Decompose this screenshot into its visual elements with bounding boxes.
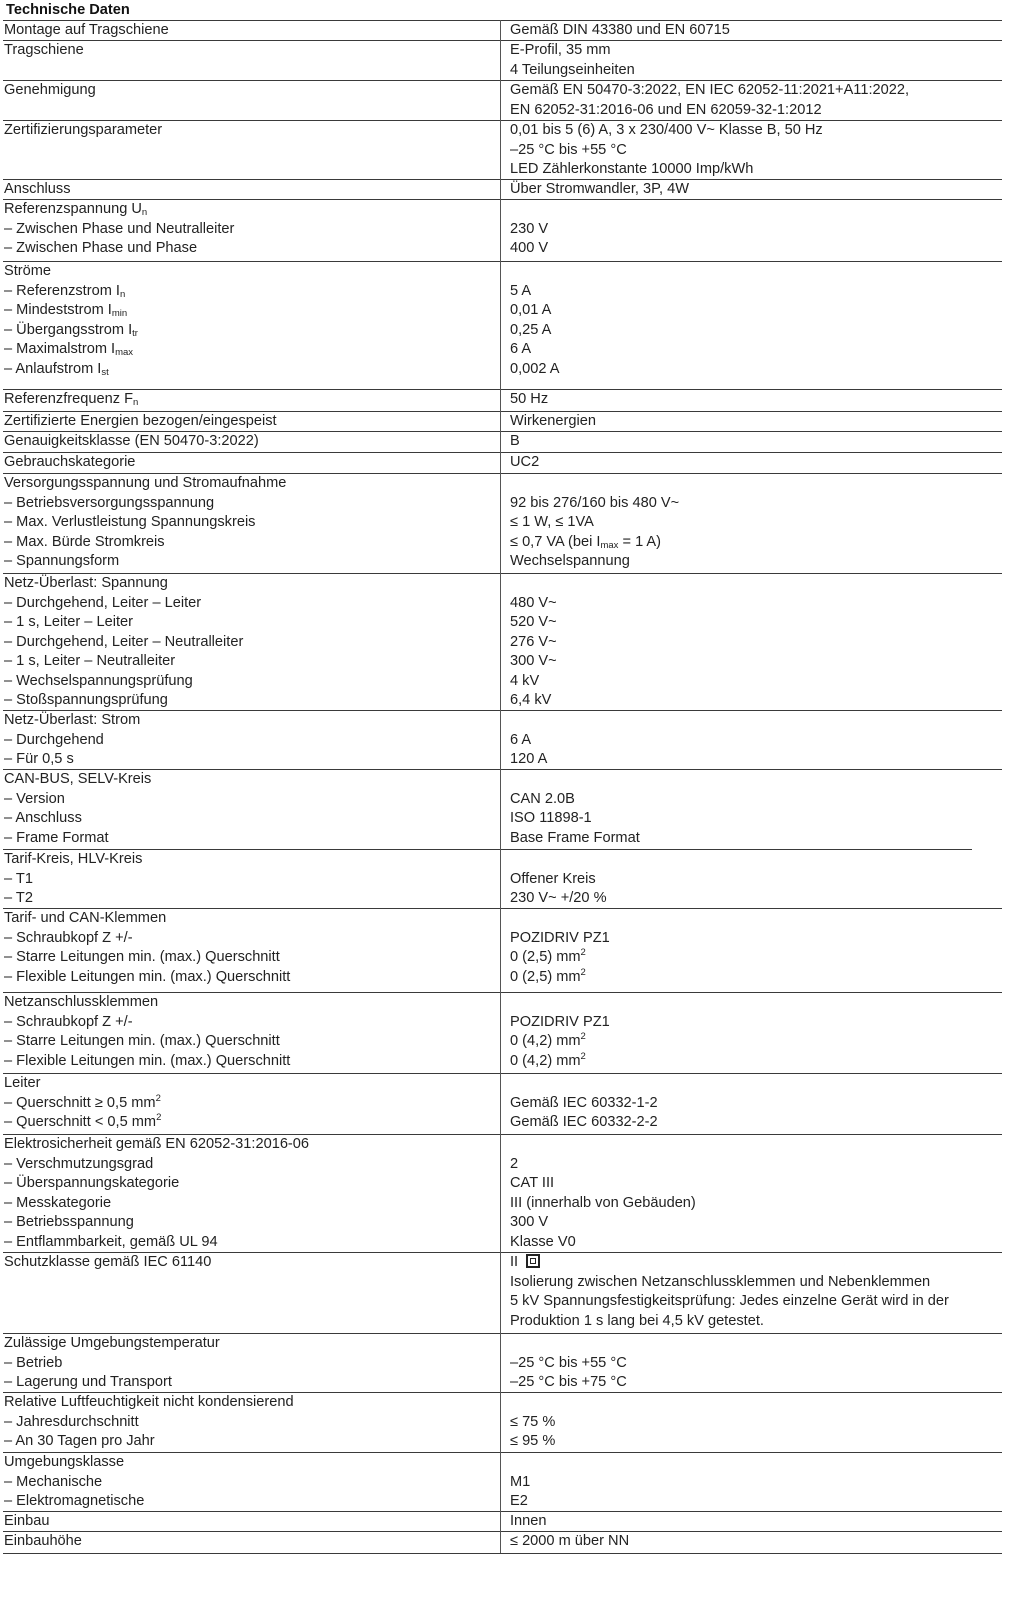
parameter-value: –25 °C bis +55 °C bbox=[510, 1354, 627, 1371]
parameter-value: E2 bbox=[510, 1493, 528, 1509]
parameter-value: UC2 bbox=[510, 454, 540, 470]
parameter-label: – Maximalstrom $I_{max}$ bbox=[4, 341, 134, 358]
parameter-label: Umgebungsklasse bbox=[4, 1454, 125, 1470]
table-section bbox=[3, 1334, 1002, 1392]
parameter-value: 0,01 A bbox=[510, 302, 552, 318]
parameter-label: – Schraubkopf Z +/- bbox=[4, 929, 133, 946]
parameter-label: – Max. Bürde Stromkreis bbox=[4, 533, 165, 550]
table-row bbox=[3, 321, 1002, 341]
table-row bbox=[3, 1052, 1002, 1072]
parameter-value: LED Zählerkonstante 10000 Imp/kWh bbox=[510, 161, 754, 177]
parameter-value: POZIDRIV PZ1 bbox=[510, 1013, 610, 1030]
table-section bbox=[3, 993, 1002, 1073]
table-row bbox=[3, 494, 1002, 514]
parameter-value: 0 (2,5) $mm^2$ bbox=[510, 947, 586, 965]
parameter-value: 230 V bbox=[510, 220, 549, 237]
table-section bbox=[3, 1135, 1002, 1252]
table-row bbox=[3, 220, 1002, 240]
parameter-label: – Wechselspannungsprüfung bbox=[4, 672, 193, 689]
table-section bbox=[3, 1512, 1002, 1531]
table-section bbox=[3, 1453, 1002, 1511]
parameter-value: Über Stromwandler, 3P, 4W bbox=[510, 181, 689, 197]
parameter-label: CAN-BUS, SELV-Kreis bbox=[4, 771, 152, 787]
table-row bbox=[3, 731, 1002, 751]
table-row bbox=[3, 1194, 1002, 1214]
parameter-value: 4 kV bbox=[510, 672, 540, 689]
table-row bbox=[3, 574, 1002, 594]
table-row bbox=[3, 513, 1002, 533]
table-row bbox=[3, 412, 1002, 432]
parameter-value: E-Profil, 35 mm bbox=[510, 42, 611, 58]
parameter-label: – 1 s, Leiter – Leiter bbox=[4, 614, 133, 630]
parameter-label: – Elektromagnetische bbox=[4, 1493, 145, 1509]
parameter-value: 0 (2,5) $mm^2$ bbox=[510, 966, 586, 985]
parameter-value: Gemäß IEC 60332-1-2 bbox=[510, 1094, 658, 1111]
table-row bbox=[3, 160, 1002, 180]
table-section bbox=[3, 770, 1002, 849]
parameter-label: – Übergangsstrom $I_{tr}$ bbox=[4, 321, 138, 339]
table-section bbox=[3, 41, 1002, 80]
table-section bbox=[3, 909, 1002, 992]
table-row bbox=[3, 453, 1002, 473]
table-row bbox=[3, 1135, 1002, 1155]
parameter-value: 0,25 A bbox=[510, 321, 552, 338]
parameter-label: – Lagerung und Transport bbox=[4, 1374, 172, 1390]
parameter-label: Montage auf Tragschiene bbox=[4, 22, 169, 38]
table-section bbox=[3, 121, 1002, 179]
parameter-label: – Durchgehend, Leiter – Leiter bbox=[4, 594, 202, 611]
parameter-value: 120 A bbox=[510, 751, 548, 767]
table-section bbox=[3, 453, 1002, 473]
table-row bbox=[3, 993, 1002, 1013]
table-section bbox=[3, 262, 1002, 389]
parameter-label: – Starre Leitungen min. (max.) Querschnitt bbox=[4, 949, 280, 965]
table-row bbox=[3, 691, 1002, 711]
parameter-value: ISO 11898-1 bbox=[510, 810, 592, 826]
parameter-label: – Stoßspannungsprüfung bbox=[4, 692, 168, 708]
table-section bbox=[3, 474, 1002, 573]
table-row bbox=[3, 61, 1002, 81]
parameter-label: – Betrieb bbox=[4, 1354, 63, 1371]
parameter-value: 300 V bbox=[510, 1214, 549, 1230]
parameter-label: Einbauhöhe bbox=[4, 1533, 82, 1549]
parameter-label: – Querschnitt ≥ 0,5 $mm^2$ bbox=[4, 1092, 161, 1111]
parameter-label: Genauigkeitsklasse (EN 50470-3:2022) bbox=[4, 433, 259, 449]
parameter-label: – Verschmutzungsgrad bbox=[4, 1155, 154, 1172]
parameter-label: Elektrosicherheit gemäß EN 62052-31:2016-06 bbox=[4, 1136, 310, 1152]
table-section bbox=[3, 711, 1002, 769]
parameter-label: Einbau bbox=[4, 1513, 50, 1529]
parameter-value: –25 °C bis +55 °C bbox=[510, 141, 627, 158]
table-row bbox=[3, 1155, 1002, 1175]
parameter-value: Gemäß DIN 43380 und EN 60715 bbox=[510, 22, 730, 38]
parameter-label: Anschluss bbox=[4, 181, 71, 197]
table-row bbox=[3, 790, 1002, 810]
parameter-value: 92 bis 276/160 bis 480 V~ bbox=[510, 494, 680, 511]
parameter-value: Wechselspannung bbox=[510, 553, 630, 569]
table-row bbox=[3, 239, 1002, 259]
table-row bbox=[3, 533, 1002, 553]
table-row bbox=[3, 1233, 1002, 1253]
table-row bbox=[3, 1074, 1002, 1094]
parameter-label: – Durchgehend bbox=[4, 731, 104, 748]
parameter-label: – 1 s, Leiter – Neutralleiter bbox=[4, 653, 176, 669]
table-section bbox=[3, 1253, 1002, 1333]
table-section bbox=[3, 1532, 1002, 1553]
parameter-label: – Schraubkopf Z +/- bbox=[4, 1013, 133, 1030]
table-section bbox=[3, 21, 1002, 40]
table-row bbox=[3, 1354, 1002, 1374]
table-section bbox=[3, 180, 1002, 199]
table-row bbox=[3, 633, 1002, 653]
parameter-value: 6 A bbox=[510, 731, 532, 748]
parameter-label: – Durchgehend, Leiter – Neutralleiter bbox=[4, 633, 244, 650]
table-section bbox=[3, 390, 1002, 411]
table-row bbox=[3, 1094, 1002, 1114]
table-row bbox=[3, 474, 1002, 494]
parameter-label: Referenzspannung $U_n$ bbox=[4, 201, 148, 218]
parameter-value: Klasse V0 bbox=[510, 1233, 576, 1250]
parameter-value: 0,01 bis 5 (6) A, 3 x 230/400 V~ Klasse B, 50 Hz bbox=[510, 122, 823, 138]
parameter-label: Tarif-Kreis, HLV-Kreis bbox=[4, 851, 143, 867]
parameter-value: CAN 2.0B bbox=[510, 790, 575, 807]
parameter-value: 400 V bbox=[510, 240, 549, 256]
table-row bbox=[3, 1413, 1002, 1433]
parameter-value: 276 V~ bbox=[510, 633, 557, 650]
parameter-label: – Referenzstrom $I_n$ bbox=[4, 282, 126, 300]
parameter-label: – Jahresdurchschnitt bbox=[4, 1413, 139, 1430]
parameter-value: III (innerhalb von Gebäuden) bbox=[510, 1194, 696, 1211]
table-row bbox=[3, 1453, 1002, 1473]
parameter-value: –25 °C bis +75 °C bbox=[510, 1374, 627, 1390]
parameter-label: – Anschluss bbox=[4, 810, 82, 826]
table-section bbox=[3, 1393, 1002, 1452]
table-row bbox=[3, 41, 1002, 61]
column-divider bbox=[500, 20, 501, 1553]
parameter-label: Versorgungsspannung und Stromaufnahme bbox=[4, 475, 287, 491]
table-row bbox=[3, 1174, 1002, 1194]
table-row bbox=[3, 1312, 1002, 1332]
table-row bbox=[3, 301, 1002, 321]
parameter-label: – Flexible Leitungen min. (max.) Querschnitt bbox=[4, 1052, 291, 1069]
parameter-label: – Anlaufstrom $I_{st}$ bbox=[4, 360, 109, 378]
table-section bbox=[3, 200, 1002, 261]
table-row bbox=[3, 968, 1002, 988]
table-row bbox=[3, 200, 1002, 220]
table-section bbox=[3, 432, 1002, 452]
table-row bbox=[3, 1334, 1002, 1354]
table-row bbox=[3, 672, 1002, 692]
parameter-label: – Version bbox=[4, 790, 65, 807]
table-row bbox=[3, 1253, 1002, 1273]
parameter-value: CAT III bbox=[510, 1175, 555, 1191]
table-row bbox=[3, 432, 1002, 452]
table-row bbox=[3, 1273, 1002, 1293]
table-row bbox=[3, 552, 1002, 572]
parameter-label: – Mechanische bbox=[4, 1473, 103, 1490]
parameter-value: ≤ 0,7 VA (bei $I_{max} = 1$ A) bbox=[510, 533, 662, 551]
protection-class-ii-icon bbox=[526, 1254, 540, 1268]
parameter-value: 230 V~ +/20 % bbox=[510, 890, 607, 906]
table-row bbox=[3, 1213, 1002, 1233]
table-row bbox=[3, 1013, 1002, 1033]
parameter-value: II bbox=[510, 1253, 540, 1273]
parameter-value: Wirkenergien bbox=[510, 413, 596, 429]
parameter-value: ≤ 95 % bbox=[510, 1433, 556, 1449]
parameter-label: – T2 bbox=[4, 890, 33, 906]
table-row bbox=[3, 141, 1002, 161]
parameter-label: Genehmigung bbox=[4, 82, 96, 98]
parameter-value: Offener Kreis bbox=[510, 870, 596, 887]
table-row bbox=[3, 1512, 1002, 1532]
table-row bbox=[3, 870, 1002, 890]
table-section bbox=[3, 81, 1002, 120]
parameter-value: 520 V~ bbox=[510, 614, 557, 630]
table-row bbox=[3, 121, 1002, 141]
parameter-value: Gemäß IEC 60332-2-2 bbox=[510, 1114, 658, 1130]
parameter-label: – Überspannungskategorie bbox=[4, 1175, 180, 1191]
table-row bbox=[3, 1032, 1002, 1052]
table-row bbox=[3, 929, 1002, 949]
parameter-value: M1 bbox=[510, 1473, 531, 1490]
parameter-value: B bbox=[510, 433, 520, 449]
parameter-value: 480 V~ bbox=[510, 594, 557, 611]
table-row bbox=[3, 1113, 1002, 1133]
table-row bbox=[3, 180, 1002, 200]
parameter-label: – Mindeststrom $I_{min}$ bbox=[4, 302, 128, 319]
parameter-label: Zertifizierungsparameter bbox=[4, 122, 163, 138]
parameter-value: Base Frame Format bbox=[510, 829, 640, 846]
parameter-value: 6,4 kV bbox=[510, 692, 552, 708]
table-row bbox=[3, 21, 1002, 41]
parameter-label: Gebrauchskategorie bbox=[4, 454, 136, 470]
parameter-value: 0 (4,2) $mm^2$ bbox=[510, 1031, 586, 1049]
table-row bbox=[3, 948, 1002, 968]
table-row bbox=[3, 390, 1002, 410]
table-row bbox=[3, 1532, 1002, 1552]
table-row bbox=[3, 711, 1002, 731]
parameter-label: – An 30 Tagen pro Jahr bbox=[4, 1433, 155, 1449]
table-row bbox=[3, 1492, 1002, 1512]
parameter-label: Tarif- und CAN-Klemmen bbox=[4, 910, 167, 926]
parameter-label: Tragschiene bbox=[4, 42, 84, 58]
table-row bbox=[3, 262, 1002, 282]
parameter-value: EN 62052-31:2016-06 und EN 62059-32-1:2012 bbox=[510, 101, 822, 118]
parameter-value: 4 Teilungseinheiten bbox=[510, 61, 635, 78]
table-row bbox=[3, 1373, 1002, 1393]
parameter-label: Netz-Überlast: Strom bbox=[4, 712, 141, 728]
parameter-value: POZIDRIV PZ1 bbox=[510, 929, 610, 946]
table-row bbox=[3, 750, 1002, 770]
table-row bbox=[3, 652, 1002, 672]
parameter-label: – Starre Leitungen min. (max.) Querschnitt bbox=[4, 1033, 280, 1049]
parameter-value: 300 V~ bbox=[510, 653, 557, 669]
table-row bbox=[3, 282, 1002, 302]
table-row bbox=[3, 1393, 1002, 1413]
parameter-value: Isolierung zwischen Netzanschlussklemmen und Nebenklemmen bbox=[510, 1273, 931, 1290]
table-section bbox=[3, 574, 1002, 710]
table-row bbox=[3, 1473, 1002, 1493]
table-section bbox=[3, 1074, 1002, 1134]
table-row bbox=[3, 340, 1002, 360]
parameter-label: Zertifizierte Energien bezogen/eingespeist bbox=[4, 413, 277, 429]
parameter-label: – Querschnitt < 0,5 $mm^2$ bbox=[4, 1112, 162, 1130]
table-row bbox=[3, 770, 1002, 790]
parameter-label: – Zwischen Phase und Neutralleiter bbox=[4, 220, 235, 237]
parameter-label: – Messkategorie bbox=[4, 1194, 112, 1211]
table-row bbox=[3, 1432, 1002, 1452]
parameter-label: Referenzfrequenz $F_n$ bbox=[4, 391, 139, 408]
parameter-label: – Betriebsspannung bbox=[4, 1214, 134, 1230]
parameter-label: – Betriebsversorgungsspannung bbox=[4, 494, 215, 511]
table-row bbox=[3, 829, 1002, 849]
table-row bbox=[3, 909, 1002, 929]
table-row bbox=[3, 594, 1002, 614]
parameter-label: – Zwischen Phase und Phase bbox=[4, 240, 198, 256]
table-section bbox=[3, 850, 1002, 908]
table-row bbox=[3, 889, 1002, 909]
row-divider bbox=[3, 1553, 1002, 1554]
parameter-value: ≤ 75 % bbox=[510, 1413, 556, 1430]
parameter-value: 0,002 A bbox=[510, 360, 560, 377]
table-row bbox=[3, 809, 1002, 829]
parameter-value: Gemäß EN 50470-3:2022, EN IEC 62052-11:2021+A11:2022, bbox=[510, 82, 910, 98]
parameter-value: ≤ 1 W, ≤ 1VA bbox=[510, 514, 594, 530]
parameter-label: Netz-Überlast: Spannung bbox=[4, 575, 168, 591]
parameter-label: – Frame Format bbox=[4, 829, 109, 846]
parameter-value: 6 A bbox=[510, 341, 532, 357]
parameter-label: – T1 bbox=[4, 870, 33, 887]
parameter-value: ≤ 2000 m über NN bbox=[510, 1533, 630, 1549]
table-row bbox=[3, 101, 1002, 121]
parameter-label: – Entflammbarkeit, gemäß UL 94 bbox=[4, 1233, 218, 1250]
parameter-value: 50 Hz bbox=[510, 391, 549, 407]
parameter-label: – Max. Verlustleistung Spannungskreis bbox=[4, 514, 256, 530]
parameter-label: Leiter bbox=[4, 1075, 41, 1091]
parameter-value: Innen bbox=[510, 1513, 547, 1529]
parameter-value: 5 kV Spannungsfestigkeitsprüfung: Jedes einzelne Gerät wird in der bbox=[510, 1293, 949, 1309]
parameter-label: Netzanschlussklemmen bbox=[4, 994, 159, 1010]
table-row bbox=[3, 360, 1002, 380]
table-row bbox=[3, 81, 1002, 101]
parameter-value: 5 A bbox=[510, 282, 532, 299]
parameter-label: Ströme bbox=[4, 263, 52, 279]
page-title: Technische Daten bbox=[6, 2, 130, 18]
parameter-value: 2 bbox=[510, 1155, 519, 1172]
parameter-label: Schutzklasse gemäß IEC 61140 bbox=[4, 1254, 212, 1270]
parameter-value: 0 (4,2) $mm^2$ bbox=[510, 1050, 586, 1069]
table-section bbox=[3, 412, 1002, 431]
parameter-label: – Für 0,5 s bbox=[4, 751, 74, 767]
parameter-label: – Flexible Leitungen min. (max.) Querschnitt bbox=[4, 968, 291, 985]
parameter-label: Relative Luftfeuchtigkeit nicht kondensierend bbox=[4, 1394, 294, 1410]
parameter-value: Produktion 1 s lang bei 4,5 kV getestet. bbox=[510, 1312, 764, 1329]
parameter-label: Zulässige Umgebungstemperatur bbox=[4, 1335, 220, 1351]
parameter-label: – Spannungsform bbox=[4, 553, 120, 569]
table-row bbox=[3, 1292, 1002, 1312]
table-row bbox=[3, 613, 1002, 633]
table-row bbox=[3, 850, 1002, 870]
